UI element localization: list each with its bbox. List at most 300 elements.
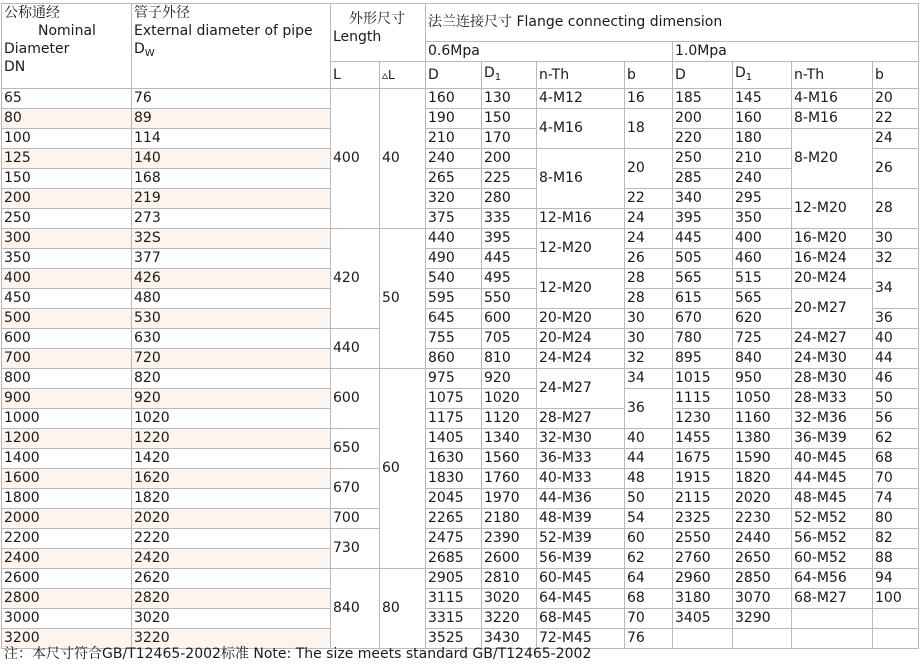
d-06-cell: 440 [426,229,482,249]
pipe-diameter-cell: 2220 [132,529,331,549]
b-10-cell: 24 [873,129,919,149]
d-06-cell: 540 [426,269,482,289]
pipe-diameter-cell: 76 [132,89,331,109]
b-06-cell: 30 [625,309,673,329]
d1-10-cell: 840 [733,349,792,369]
header-nominal-diameter: 公称通经 Nominal Diameter DN [2,4,132,89]
d-06-cell: 1830 [426,469,482,489]
b-10-cell: 94 [873,569,919,589]
d1-10-cell: 210 [733,149,792,169]
d1-06-cell: 3220 [482,609,537,629]
d-10-cell: 220 [673,129,733,149]
d-06-cell: 2905 [426,569,482,589]
d-10-cell: 1915 [673,469,733,489]
b-06-cell: 48 [625,469,673,489]
d1-10-cell: 3070 [733,589,792,609]
d-06-cell: 1175 [426,409,482,429]
b-06-cell: 30 [625,329,673,349]
dn-cell: 1600 [2,469,132,489]
b-10-cell [873,629,919,649]
d-06-cell: 595 [426,289,482,309]
b-10-cell: 40 [873,329,919,349]
d-06-cell: 1630 [426,449,482,469]
nth-10-cell: 16-M20 [792,229,873,249]
delta-length-cell: 80 [380,569,426,649]
d-06-cell: 2265 [426,509,482,529]
pipe-diameter-cell: 2020 [132,509,331,529]
b-06-cell: 68 [625,589,673,609]
pipe-diameter-cell: 114 [132,129,331,149]
dn-cell: 2600 [2,569,132,589]
d-10-cell: 670 [673,309,733,329]
d-10-cell: 615 [673,289,733,309]
b-06-cell: 76 [625,629,673,649]
d-06-cell: 2045 [426,489,482,509]
b-10-cell [873,609,919,629]
d1-10-cell: 295 [733,189,792,209]
nth-06-cell: 56-M39 [537,549,625,569]
d-06-cell: 2475 [426,529,482,549]
d-06-cell: 3315 [426,609,482,629]
b-06-cell: 16 [625,89,673,109]
nth-06-cell: 44-M36 [537,489,625,509]
d1-06-cell: 705 [482,329,537,349]
b-10-cell: 68 [873,449,919,469]
table-row [2,169,919,189]
table-row [2,549,919,569]
table-row [2,369,919,389]
dn-cell: 250 [2,209,132,229]
b-10-cell: 34 [873,269,919,309]
b-06-cell: 24 [625,209,673,229]
dn-cell: 2800 [2,589,132,609]
d1-10-cell: 2440 [733,529,792,549]
dn-cell: 200 [2,189,132,209]
table-row [2,269,919,289]
b-06-cell: 24 [625,229,673,249]
d1-06-cell: 495 [482,269,537,289]
length-cell: 400 [331,89,380,229]
d-06-cell: 320 [426,189,482,209]
d-10-cell: 3405 [673,609,733,629]
b-10-cell: 32 [873,249,919,269]
header-D-10: D [673,62,733,89]
nth-10-cell: 24-M30 [792,349,873,369]
d1-06-cell: 810 [482,349,537,369]
nth-06-cell: 32-M30 [537,429,625,449]
b-06-cell: 34 [625,369,673,389]
dn-cell: 150 [2,169,132,189]
d-10-cell: 395 [673,209,733,229]
nth-10-cell: 60-M52 [792,549,873,569]
d-06-cell: 265 [426,169,482,189]
nth-06-cell: 24-M27 [537,369,625,409]
b-10-cell: 56 [873,409,919,429]
d1-10-cell: 350 [733,209,792,229]
header-b-06: b [625,62,673,89]
d-10-cell: 780 [673,329,733,349]
length-cell: 600 [331,369,380,429]
nth-10-cell: 64-M56 [792,569,873,589]
nth-06-cell: 20-M20 [537,309,625,329]
nth-10-cell: 44-M45 [792,469,873,489]
dn-cell: 700 [2,349,132,369]
header-pipe-diameter: 管子外径 External diameter of pipe $D_W$ [132,4,331,89]
table-row [2,389,919,409]
header-flange: 法兰连接尺寸 Flange connecting dimension [426,4,919,42]
table-row [2,609,919,629]
length-cell: 650 [331,429,380,469]
b-10-cell: 30 [873,229,919,249]
b-06-cell: 54 [625,509,673,529]
d1-06-cell: 920 [482,369,537,389]
d1-10-cell: 145 [733,89,792,109]
flange-dimension-table [1,3,919,649]
table-row [2,569,919,589]
table-row [2,589,919,609]
d-10-cell [673,629,733,649]
nth-10-cell: 16-M24 [792,249,873,269]
d-10-cell: 2115 [673,489,733,509]
d-06-cell: 860 [426,349,482,369]
d-10-cell: 1455 [673,429,733,449]
d1-10-cell: 1380 [733,429,792,449]
d1-10-cell: 3290 [733,609,792,629]
d-06-cell: 755 [426,329,482,349]
d-10-cell: 185 [673,89,733,109]
delta-length-cell: 60 [380,369,426,569]
length-cell: 700 [331,509,380,529]
nth-10-cell: 36-M39 [792,429,873,449]
dn-cell: 2200 [2,529,132,549]
d-10-cell: 285 [673,169,733,189]
header-D-06: D [426,62,482,89]
b-10-cell: 88 [873,549,919,569]
nth-10-cell [792,629,873,649]
d1-06-cell: 1120 [482,409,537,429]
b-10-cell: 74 [873,489,919,509]
pipe-diameter-cell: 480 [132,289,331,309]
pipe-diameter-cell: 920 [132,389,331,409]
d1-06-cell: 550 [482,289,537,309]
dn-cell: 900 [2,389,132,409]
delta-length-cell: 50 [380,229,426,369]
nth-06-cell: 64-M45 [537,589,625,609]
d-10-cell: 895 [673,349,733,369]
b-10-cell: 70 [873,469,919,489]
nth-06-cell: 20-M24 [537,329,625,349]
nth-06-cell: 8-M16 [537,149,625,209]
d1-06-cell: 3020 [482,589,537,609]
b-06-cell: 64 [625,569,673,589]
b-10-cell: 20 [873,89,919,109]
pipe-diameter-cell: 273 [132,209,331,229]
b-10-cell: 50 [873,389,919,409]
pipe-diameter-cell: 1620 [132,469,331,489]
pipe-diameter-cell: 426 [132,269,331,289]
nth-10-cell: 20-M27 [792,289,873,329]
pipe-diameter-cell: 219 [132,189,331,209]
header-nth-10: n-Th [792,62,873,89]
nth-10-cell: 48-M45 [792,489,873,509]
b-06-cell: 60 [625,529,673,549]
d1-10-cell: 180 [733,129,792,149]
b-06-cell: 32 [625,349,673,369]
d1-06-cell: 2810 [482,569,537,589]
b-10-cell: 26 [873,149,919,189]
table-row [2,229,919,249]
table-row [2,189,919,209]
delta-length-cell: 40 [380,89,426,229]
dn-cell: 3200 [2,629,132,649]
d1-10-cell: 725 [733,329,792,349]
table-row [2,349,919,369]
nth-06-cell: 28-M27 [537,409,625,429]
nth-10-cell: 28-M30 [792,369,873,389]
pipe-diameter-cell: 89 [132,109,331,129]
d1-10-cell: 1590 [733,449,792,469]
b-10-cell: 62 [873,429,919,449]
b-10-cell: 36 [873,309,919,329]
b-06-cell: 70 [625,609,673,629]
nth-10-cell [792,609,873,629]
d-10-cell: 3180 [673,589,733,609]
d1-06-cell: 445 [482,249,537,269]
d1-06-cell: 200 [482,149,537,169]
nth-06-cell: 68-M45 [537,609,625,629]
nth-06-cell: 40-M33 [537,469,625,489]
d-10-cell: 1015 [673,369,733,389]
b-06-cell: 36 [625,389,673,429]
pipe-diameter-cell: 2820 [132,589,331,609]
b-10-cell: 80 [873,509,919,529]
b-10-cell: 22 [873,109,919,129]
d1-06-cell: 170 [482,129,537,149]
pipe-diameter-cell: 1020 [132,409,331,429]
nth-10-cell: 4-M16 [792,89,873,109]
d1-06-cell: 150 [482,109,537,129]
nth-06-cell: 72-M45 [537,629,625,649]
d-06-cell: 210 [426,129,482,149]
header-pressure-10: 1.0Mpa [673,42,919,62]
table-row [2,109,919,129]
d1-06-cell: 1560 [482,449,537,469]
nth-10-cell: 20-M24 [792,269,873,289]
d1-10-cell: 1050 [733,389,792,409]
nth-10-cell: 28-M33 [792,389,873,409]
nth-10-cell: 12-M20 [792,189,873,229]
dn-cell: 800 [2,369,132,389]
dn-cell: 300 [2,229,132,249]
d-10-cell: 340 [673,189,733,209]
d-06-cell: 190 [426,109,482,129]
table-row [2,309,919,329]
header-delta-L: ▵L [380,62,426,89]
d-06-cell: 490 [426,249,482,269]
nth-06-cell: 24-M24 [537,349,625,369]
d1-10-cell: 950 [733,369,792,389]
table-row [2,429,919,449]
d-10-cell: 1675 [673,449,733,469]
nth-06-cell: 52-M39 [537,529,625,549]
b-10-cell: 46 [873,369,919,389]
header-D1-10: $D_1$ [733,62,792,89]
header-pressure-06: 0.6Mpa [426,42,673,62]
nth-06-cell: 12-M20 [537,269,625,309]
d-10-cell: 200 [673,109,733,129]
pipe-diameter-cell: 168 [132,169,331,189]
d-06-cell: 160 [426,89,482,109]
dn-cell: 1800 [2,489,132,509]
d-06-cell: 1405 [426,429,482,449]
nth-06-cell: 48-M39 [537,509,625,529]
nth-10-cell: 40-M45 [792,449,873,469]
d1-10-cell: 515 [733,269,792,289]
d1-10-cell: 2850 [733,569,792,589]
pipe-diameter-cell: 140 [132,149,331,169]
b-06-cell: 26 [625,249,673,269]
d1-06-cell: 335 [482,209,537,229]
d1-10-cell: 2230 [733,509,792,529]
table-row [2,409,919,429]
pipe-diameter-cell: 1820 [132,489,331,509]
table-row [2,249,919,269]
pipe-diameter-cell: 720 [132,349,331,369]
dn-cell: 65 [2,89,132,109]
table-row [2,469,919,489]
nth-10-cell: 68-M27 [792,589,873,609]
d-10-cell: 250 [673,149,733,169]
d-10-cell: 1230 [673,409,733,429]
d-06-cell: 240 [426,149,482,169]
d1-10-cell: 2020 [733,489,792,509]
b-06-cell: 40 [625,429,673,449]
d1-10-cell: 1820 [733,469,792,489]
d-06-cell: 975 [426,369,482,389]
pipe-diameter-cell: 377 [132,249,331,269]
d-06-cell: 3115 [426,589,482,609]
dn-cell: 1000 [2,409,132,429]
d1-06-cell: 1760 [482,469,537,489]
header-b-10: b [873,62,919,89]
dn-cell: 400 [2,269,132,289]
d1-06-cell: 225 [482,169,537,189]
d-10-cell: 2760 [673,549,733,569]
b-06-cell: 50 [625,489,673,509]
table-row [2,289,919,309]
d1-10-cell: 565 [733,289,792,309]
d1-06-cell: 130 [482,89,537,109]
pipe-diameter-cell: 630 [132,329,331,349]
nth-06-cell: 12-M20 [537,229,625,269]
header-nth-06: n-Th [537,62,625,89]
table-row [2,489,919,509]
nth-06-cell: 12-M16 [537,209,625,229]
dn-cell: 600 [2,329,132,349]
table-row [2,89,919,109]
length-cell: 840 [331,569,380,649]
length-cell: 670 [331,469,380,509]
b-10-cell: 100 [873,589,919,609]
d1-06-cell: 1970 [482,489,537,509]
pipe-diameter-cell: 3020 [132,609,331,629]
dn-cell: 2000 [2,509,132,529]
table-row [2,529,919,549]
nth-10-cell: 24-M27 [792,329,873,349]
dn-cell: 100 [2,129,132,149]
d1-06-cell: 2600 [482,549,537,569]
pipe-diameter-cell: 3220 [132,629,331,649]
d1-06-cell: 1020 [482,389,537,409]
header-D1-06: $D_1$ [482,62,537,89]
d-10-cell: 2325 [673,509,733,529]
d1-06-cell: 2390 [482,529,537,549]
d-06-cell: 2685 [426,549,482,569]
table-row [2,209,919,229]
d-10-cell: 505 [673,249,733,269]
d1-10-cell: 460 [733,249,792,269]
b-06-cell: 28 [625,269,673,289]
nth-06-cell: 36-M33 [537,449,625,469]
b-10-cell: 28 [873,189,919,229]
d1-06-cell: 2180 [482,509,537,529]
d-06-cell: 375 [426,209,482,229]
d1-06-cell: 600 [482,309,537,329]
pipe-diameter-cell: 1420 [132,449,331,469]
dn-cell: 125 [2,149,132,169]
d1-10-cell: 240 [733,169,792,189]
table-row [2,509,919,529]
d1-10-cell: 160 [733,109,792,129]
table-row [2,329,919,349]
d1-10-cell [733,629,792,649]
table-row [2,129,919,149]
table-row [2,149,919,169]
d-06-cell: 3525 [426,629,482,649]
dn-cell: 1400 [2,449,132,469]
pipe-diameter-cell: 32S [132,229,331,249]
d-10-cell: 2960 [673,569,733,589]
b-06-cell: 44 [625,449,673,469]
dn-cell: 2400 [2,549,132,569]
b-10-cell: 44 [873,349,919,369]
d1-06-cell: 3430 [482,629,537,649]
length-cell: 440 [331,329,380,369]
nth-10-cell: 8-M16 [792,109,873,129]
d-10-cell: 445 [673,229,733,249]
footnote: 注：本尺寸符合GB/T12465-2002标准 Note: The size meets standard GB/T12465-2002 [4,646,592,662]
dn-cell: 350 [2,249,132,269]
b-06-cell: 22 [625,189,673,209]
b-06-cell: 28 [625,289,673,309]
length-cell: 730 [331,529,380,569]
b-06-cell: 18 [625,109,673,149]
pipe-diameter-cell: 1220 [132,429,331,449]
b-10-cell: 82 [873,529,919,549]
dn-cell: 500 [2,309,132,329]
d-06-cell: 645 [426,309,482,329]
d1-10-cell: 400 [733,229,792,249]
header-length: 外形尺寸 Length [331,4,426,62]
d1-10-cell: 2650 [733,549,792,569]
nth-06-cell: 4-M12 [537,89,625,109]
d1-10-cell: 1160 [733,409,792,429]
d-10-cell: 1115 [673,389,733,409]
dn-cell: 450 [2,289,132,309]
dn-cell: 1200 [2,429,132,449]
d1-06-cell: 1340 [482,429,537,449]
d1-10-cell: 620 [733,309,792,329]
